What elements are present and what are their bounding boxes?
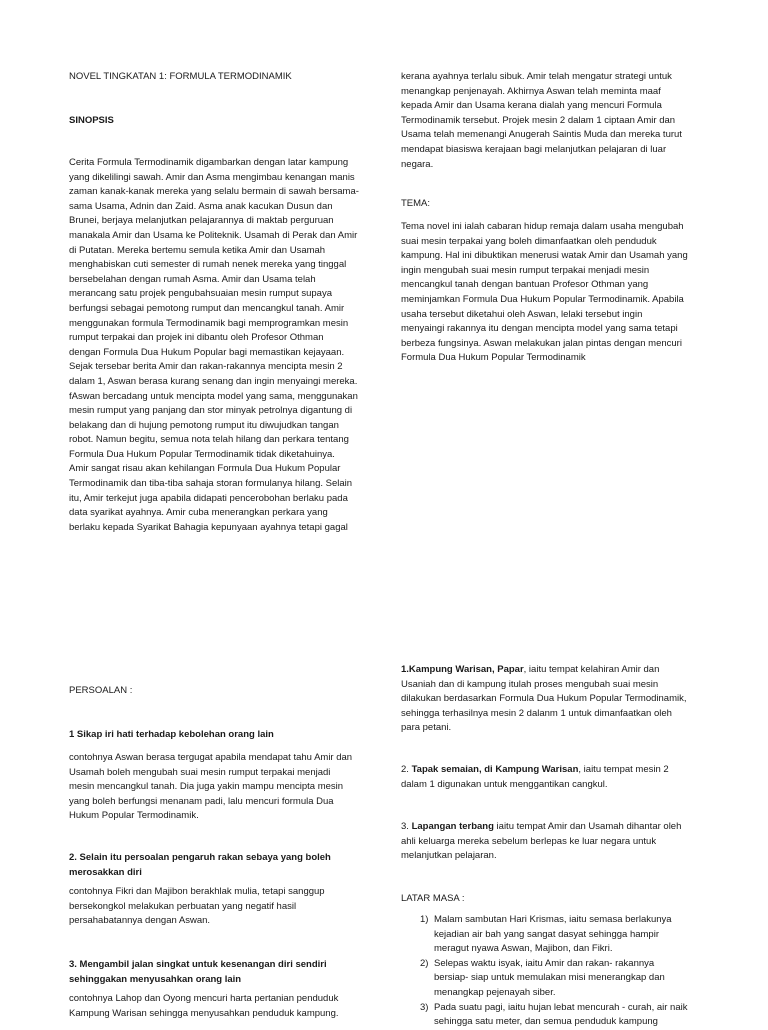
sinopsis-line: Brunei, berjaya melanjutkan pelajarannya di maktab perguruan [69,215,334,227]
persoalan-heading-line: 3. Mengambil jalan singkat untuk kesenangan diri sendiri [69,959,327,970]
item-number: 3) [420,1001,429,1013]
sinopsis-line: berlaku kepada Syarikat Bahagia kepunyaan ayahnya tetapi gagal [69,521,348,533]
sinopsis-line: fAswan bercadang untuk mencipta model yang sama, menggunakan [69,390,358,402]
place-prefix: 2. [401,764,412,775]
item-line: Selepas waktu isyak, iaitu Amir dan rakan- rakannya [434,957,655,969]
place-first-rest: iaitu tempat Amir dan Usamah dihantar oleh [493,821,682,832]
persoalan-heading [69,684,369,699]
item-line: Malam sambutan Hari Krismas, iaitu semasa berlakunya [434,914,672,925]
latar-tempat-3 [401,820,703,864]
persoalan-body-line: Hukum Popular Termodinamik. [69,810,199,822]
persoalan-body-line: persahabatannya dengan Aswan. [69,915,211,927]
sinopsis-line: sama Usama, Adnin dan Zaid. Asma anak kacukan Dusun dan [69,200,333,212]
place-line: sehingga terhasilnya mesin 2 dalanm 1 untuk dimanfaatkan oleh [401,707,672,719]
continued-line: menangkap penjenayah. Akhirnya Aswan telah meminta maaf [401,85,661,97]
persoalan-item-1 [69,728,369,743]
sinopsis-line: mesin rumput yang panjang dan stor minyak petrolnya digantung di [69,405,353,417]
place-line: Usaniah dan di kampung itulah proses mengubah suai mesin [401,678,659,690]
sinopsis-line: manakala Amir dan Usama ke Politeknik. Usamah di Perak dan Amir [69,229,358,241]
item-line: menangkap pejenayah siber. [434,986,556,998]
sinopsis-continued [401,70,703,172]
continued-line: kepada Amir dan Usama kerana dialah yang mencuri Formula [401,100,662,112]
place-first-rest: , iaitu tempat kelahiran Amir dan [523,664,660,675]
tema-line: menyaingi rakannya itu dengan mencipta model yang sama tetapi [401,323,678,335]
tema-heading-text: TEMA: [401,198,431,209]
persoalan-body-line: contohnya Lahop dan Oyong mencuri harta pertanian penduduk [69,993,339,1004]
place-first-line [401,820,703,835]
place-line: melanjutkan pelajaran. [401,850,497,862]
novel-title [69,70,369,85]
tema-line: usaha tersebut diketahui oleh Aswan, lelaki tersebut ingin [401,308,643,320]
continued-line: kerana ayahnya terlalu sibuk. Amir telah mengatur strategi untuk [401,71,672,82]
persoalan-body-line: bersekongkol melakukan perbuatan yang negatif hasil [69,900,297,912]
tema-line: suai mesin terpakai yang boleh dimanfaatkan oleh penduduk [401,235,657,247]
persoalan-item-2 [69,851,369,880]
latar-masa-list [401,913,703,1030]
place-prefix: 3. [401,821,412,832]
persoalan-heading-line: sehinggakan menyusahkan orang lain [69,973,242,985]
place-line: dalam 1 digunakan untuk menggantikan cangkul. [401,778,608,790]
continued-line: mendapat biasiswa kerajaan bagi melanjutkan pelajaran di luar [401,143,667,155]
tema-body [401,220,703,366]
sinopsis-body [69,156,369,535]
tema-line: berbeza fungsinya. Aswan melakukan jalan pintas dengan mencuri [401,337,682,349]
tema-line: kampung. Hal ini dibuktikan menerusi watak Amir dan Usamah yang [401,250,688,262]
title-text: NOVEL TINGKATAN 1: FORMULA TERMODINAMIK [69,71,292,82]
sinopsis-heading-text: SINOPSIS [69,115,114,126]
persoalan-body-line: contohnya Aswan berasa tergugat apabila mendapat tahu Amir dan [69,752,353,763]
sinopsis-line: merancang satu projek pengubahsuaian mesin rumput supaya [69,288,332,300]
sinopsis-line: Amir sangat risau akan kehilangan Formula Dua Hukum Popular [69,463,341,475]
sinopsis-line: bersebelahan dengan rumah Asma. Amir dan Usama telah [69,273,316,285]
sinopsis-line: menghabiskan cuti semester di rumah nenek mereka yang tinggal [69,259,347,271]
sinopsis-line: di Putatan. Mereka bertemu semula ketika Amir dan Usamah [69,244,326,256]
sinopsis-line: menggunakan formula Termodinamik bagi memprogramkan mesin [69,317,349,329]
item-line: Pada suatu pagi, iaitu hujan lebat mencurah - curah, air naik [434,1001,688,1013]
item-line: kejadian air bah yang sangat dasyat sehingga hampir [434,928,659,940]
sinopsis-line: data syarikat ayahnya. Amir cuba menerangkan perkara yang [69,507,328,519]
persoalan-item-3-body [69,992,369,1021]
persoalan-body-line: Usamah boleh mengubah suai mesin rumput terpakai menjadi [69,766,331,778]
sinopsis-line: zaman kanak-kanak mereka yang selalu bermain di sawah bersama- [69,186,359,198]
item-line: sehingga satu meter, dan semua penduduk kampung [434,1016,658,1028]
sinopsis-line: yang dikelilingi sawah. Amir dan Asma mengimbau kenangan manis [69,171,355,183]
tema-line: meminjamkan Formula Dua Hukum Popular Termodinamik. Apabila [401,293,684,305]
tema-line: Formula Dua Hukum Popular Termodinamik [401,352,586,364]
item-line: meragut nyawa Aswan, Majibon, dan Fikri. [434,943,613,955]
place-line: para petani. [401,722,452,734]
tema-heading [401,197,703,212]
sinopsis-line: dengan Formula Dua Hukum Popular bagi memastikan kejayaan. [69,346,345,358]
place-name: Tapak semaian, di Kampung Warisan [411,764,579,775]
sinopsis-line: Cerita Formula Termodinamik digambarkan dengan latar kampung [69,157,349,168]
tema-line: ingin mengubah suai mesin rumput terpakai menjadi mesin [401,264,650,276]
item-line: bersiap- siap untuk memulakan misi menerangkap dan [434,972,665,984]
sinopsis-line: belakang dan di hujung pemotong rumput itu diwujudkan tangan [69,419,339,431]
place-line: ahli keluarga mereka sebelum berlepas ke luar negara untuk [401,835,657,847]
latar-masa-item [401,913,703,957]
sinopsis-line: dalam 1, Aswan berasa kurang senang dan ingin menyaingi mereka. [69,375,358,387]
item-number: 2) [420,957,429,969]
place-name: 1.Kampung Warisan, Papar [401,664,524,675]
place-first-line [401,663,703,678]
persoalan-body-line: Kampung Warisan sehingga menyusahkan penduduk kampung. [69,1007,339,1019]
latar-masa-item [401,957,703,1001]
sinopsis-line: Formula Dua Hukum Popular Termodinamik tidak diketahuinya. [69,448,335,460]
persoalan-body-line: yang boleh berfungsi menanam padi, lalu mencuri formula Dua [69,795,334,807]
continued-line: Termodinamik tersebut. Projek mesin 2 dalam 1 ciptaan Amir dan [401,114,676,126]
latar-masa-item [401,1001,703,1030]
place-line: dilakukan berdasarkan Formula Dua Hukum Popular Termodinamik, [401,693,687,705]
sinopsis-line: itu, Amir terkejut juga apabila didapati pencerobohan berlaku pada [69,492,348,504]
persoalan-item-1-body [69,751,369,824]
continued-line: negara. [401,158,434,170]
place-first-rest: , iaitu tempat mesin 2 [578,764,669,775]
tema-line: mencangkul tanah dengan bantuan Profesor Othman yang [401,279,649,291]
latar-tempat-2 [401,763,703,792]
latar-masa-heading [401,892,703,907]
persoalan-heading-text: PERSOALAN : [69,685,133,696]
sinopsis-line: Termodinamik dan tiba-tiba sahaja storan formulanya hilang. Selain [69,478,353,490]
sinopsis-line: rumput terpakai dan projek ini dibantu oleh Profesor Othman [69,332,324,344]
sinopsis-heading [69,114,369,129]
latar-masa-items [401,913,703,1030]
sinopsis-line: robot. Namun begitu, semua nota telah hilang dan perkara tentang [69,434,349,446]
persoalan-item-3 [69,958,369,987]
latar-masa-heading-text: LATAR MASA : [401,893,465,904]
persoalan-heading-line: merosakkan diri [69,866,142,878]
continued-line: Usama telah memenangi Anugerah Saintis Muda dan mereka turut [401,129,682,141]
persoalan-item-2-body [69,885,369,929]
item-number: 1) [420,914,429,925]
persoalan-body-line: mesin mencangkul tanah. Dia juga yakin mampu mencipta mesin [69,781,344,793]
place-first-line [401,763,703,778]
sinopsis-line: Sejak tersebar berita Amir dan rakan-rakannya mencipta mesin 2 [69,361,343,373]
persoalan-body-line: contohnya Fikri dan Majibon berakhlak mulia, tetapi sanggup [69,886,325,897]
place-name: Lapangan terbang [411,821,494,832]
sinopsis-line: berfungsi sebagai pemotong rumput dan mencangkul tanah. Amir [69,302,345,314]
tema-line: Tema novel ini ialah cabaran hidup remaja dalam usaha mengubah [401,221,684,232]
persoalan-heading-line: 1 Sikap iri hati terhadap kebolehan orang lain [69,729,274,740]
latar-tempat-1 [401,663,703,736]
persoalan-heading-line: 2. Selain itu persoalan pengaruh rakan sebaya yang boleh [69,852,331,863]
